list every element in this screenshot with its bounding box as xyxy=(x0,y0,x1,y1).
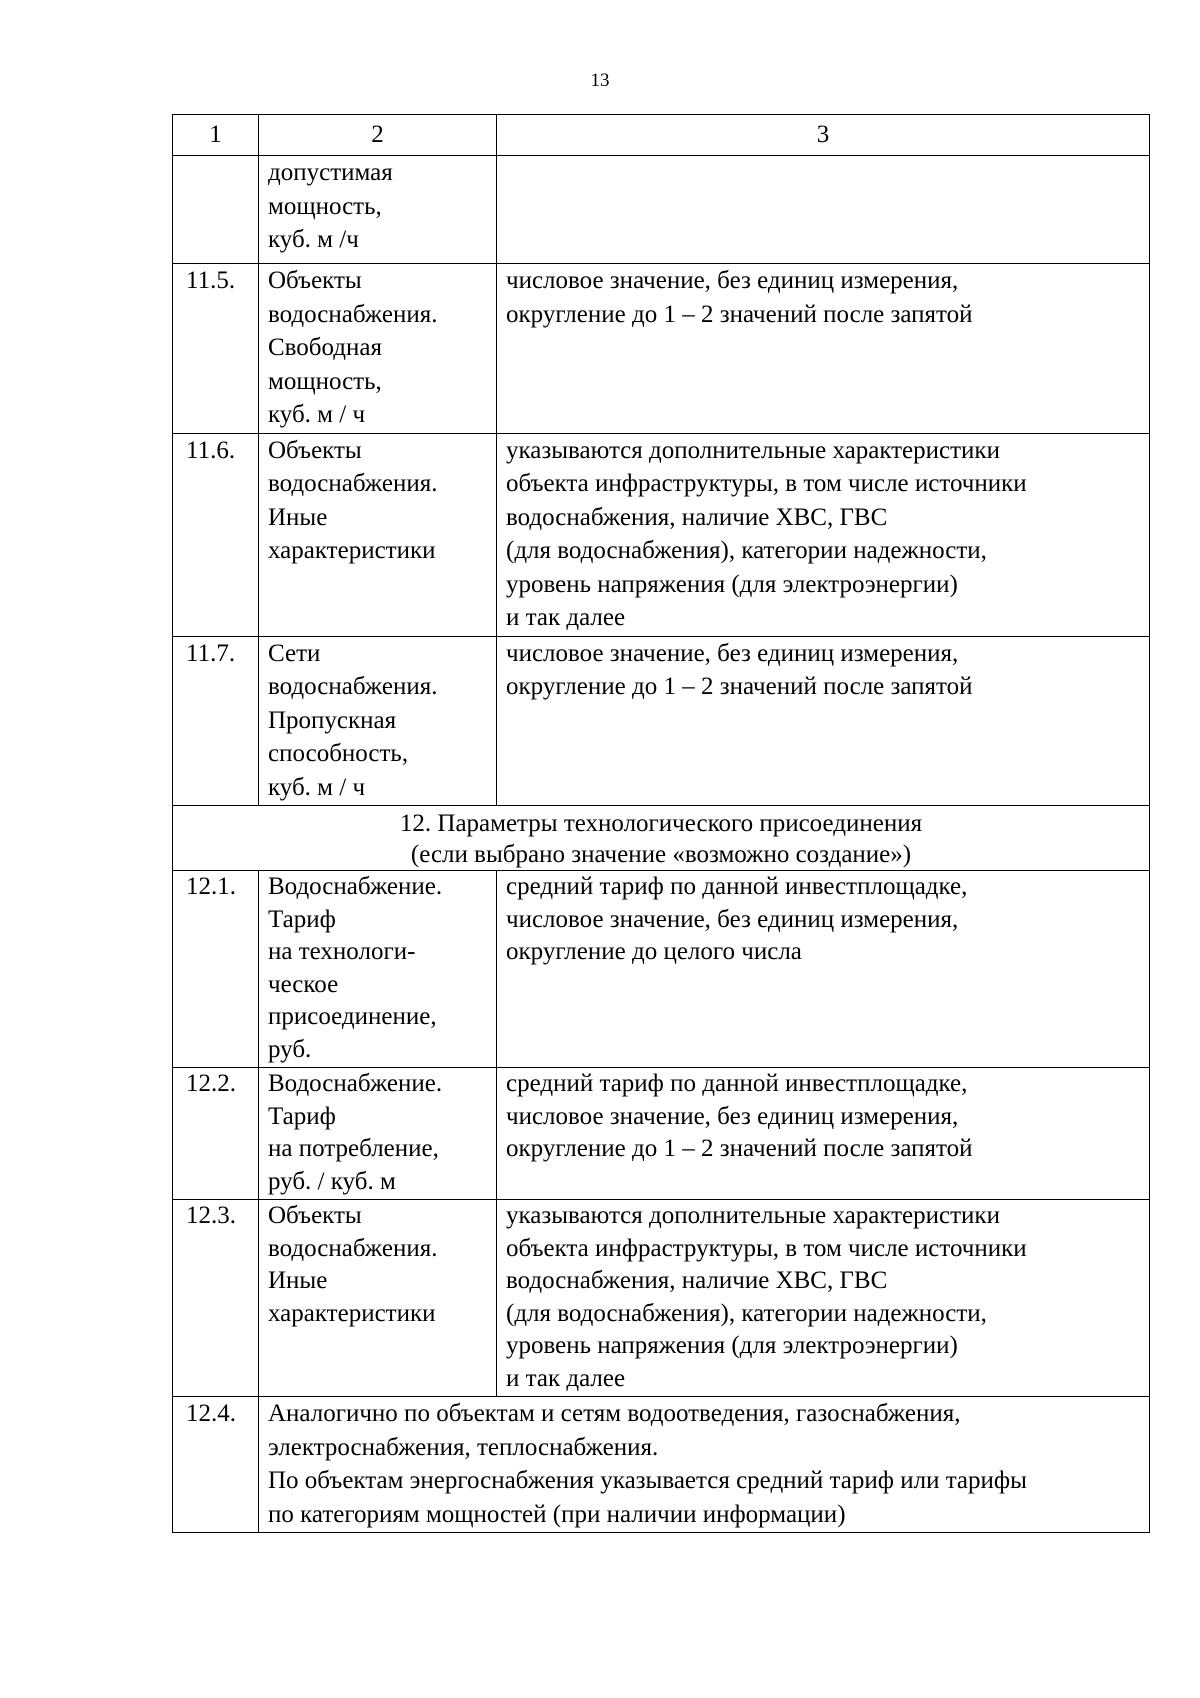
row-description: указываются дополнительные характеристики объекта инфраструктуры, в том числе источники водоснабжения, наличие ХВС, ГВС (для водоснабжения), категории надежности, уровень напряжения (для электроэнергии) и так далее xyxy=(497,433,1150,636)
row-description: числовое значение, без единиц измерения, округление до 1 – 2 значений после запятой xyxy=(497,636,1150,806)
row-description: числовое значение, без единиц измерения, округление до 1 – 2 значений после запятой xyxy=(497,264,1150,434)
row-number: 12.4. xyxy=(173,1397,259,1533)
header-cell-1: 1 xyxy=(173,115,259,156)
table-row xyxy=(173,433,1150,636)
section-row xyxy=(173,806,1150,871)
table-row xyxy=(173,1068,1150,1200)
table-row xyxy=(173,871,1150,1068)
row-number: 12.2. xyxy=(173,1068,259,1200)
table-row xyxy=(173,156,1150,264)
row-number: 12.3. xyxy=(173,1200,259,1397)
table-row xyxy=(173,636,1150,806)
header-row xyxy=(173,115,1150,156)
row-description: указываются дополнительные характеристики объекта инфраструктуры, в том числе источники водоснабжения, наличие ХВС, ГВС (для водоснабжения), категории надежности, уровень напряжения (для электроэнергии) и так далее xyxy=(497,1200,1150,1397)
row-number: 11.7. xyxy=(173,636,259,806)
section-heading xyxy=(173,806,1150,871)
row-number: 11.6. xyxy=(173,433,259,636)
row-description: Аналогично по объектам и сетям водоотведения, газоснабжения, электроснабжения, теплоснабжения. По объектам энергоснабжения указывается средний тариф или тарифы по категориям мощностей (при наличии информации) xyxy=(259,1397,1150,1533)
row-name: Объекты водоснабжения. Иные характеристики xyxy=(259,433,497,636)
page-number: 13 xyxy=(590,70,610,91)
row-description: средний тариф по данной инвестплощадке, числовое значение, без единиц измерения, округление до целого числа xyxy=(497,871,1150,1068)
row-number: 11.5. xyxy=(173,264,259,434)
row-number xyxy=(173,156,259,264)
header-cell-3: 3 xyxy=(497,115,1150,156)
row-description: средний тариф по данной инвестплощадке, числовое значение, без единиц измерения, округление до 1 – 2 значений после запятой xyxy=(497,1068,1150,1200)
section-title: 12. Параметры технологического присоединения xyxy=(399,810,923,837)
table-row xyxy=(173,1200,1150,1397)
row-name: Водоснабжение. Тариф на потребление, руб. / куб. м xyxy=(259,1068,497,1200)
row-name: Объекты водоснабжения. Свободная мощность, куб. м / ч xyxy=(259,264,497,434)
row-name: допустимая мощность, куб. м /ч xyxy=(259,156,497,264)
table-row xyxy=(173,264,1150,434)
data-table xyxy=(172,114,1150,1533)
row-name: Объекты водоснабжения. Иные характеристики xyxy=(259,1200,497,1397)
header-cell-2: 2 xyxy=(259,115,497,156)
table-row xyxy=(173,1397,1150,1533)
row-name: Сети водоснабжения. Пропускная способность, куб. м / ч xyxy=(259,636,497,806)
row-name: Водоснабжение. Тариф на технологи- ческое присоединение, руб. xyxy=(259,871,497,1068)
row-number: 12.1. xyxy=(173,871,259,1068)
section-subtitle: (если выбрано значение «возможно создание») xyxy=(410,841,912,868)
row-description xyxy=(497,156,1150,264)
